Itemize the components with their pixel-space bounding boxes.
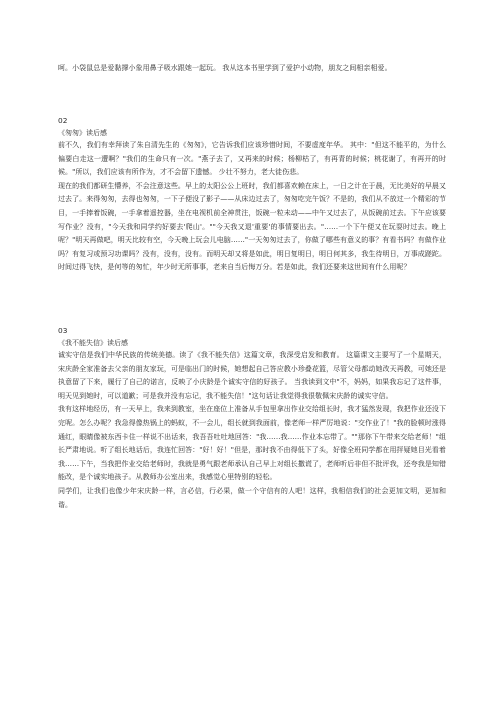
section-02 (58, 114, 446, 275)
section-title: 《匆匆》读后感 (58, 129, 107, 137)
section-number: 03 (58, 326, 68, 335)
section-paragraph: 诚实守信是我们中华民族的传统美德。读了《我不能失信》这篇文章，我深受启发和教育。 这篇课文主要写了一个星期天，宋庆龄全家准备去父亲的朋友家玩，可是临出门的时候，她想起自己答应教小珍叠花篮，尽管父母都动她改天再教，可她还是执意留了下来，履行了自己的诺言，反映了小庆龄是个诚实守信的好孩子。 当我读到文中"不，妈妈，如果我忘记了这件事，明天见到她时，可以道歉；可是我并没有忘记，我不能失信！"这句话让我觉得我很敬佩宋庆龄的诚实守信。 (58, 351, 446, 400)
section-paragraph: 现在的我们都研生懵养，不会注意这些。早上的太阳公公上班时，我们都喜欢赖在床上，一日之计在于晨，无比美好的早晨又过去了。来得匆匆，去得也匆匆，一下子便没了影子——从床边过去了，匆匆吃完午饭？不是的，我们从不放过一个精彩的节目，一手捧着饭碗，一手拿着遥控器，坐在电视机前全神贯注，饭碗一粒未动——中午又过去了，从饭碗前过去。下午应该要写作业？没有，"今天我和同学约好要去'爬山'。""今天我又退'重要'的事情要出去。"……一个下午便又在玩耍时过去。晚上呢？"明天再做吧，明天比较有空，今天晚上玩会儿电脑……"一天匆匆过去了，你做了哪些有意义的事？有看书吗？有做作业吗？有复习或预习功课吗？没有，没有，没有。而明天却又将是如此，明日复明日，明日何其多，我生待明日，万事成蹉跎。 时间过得飞快，是何等的匆忙，年少时无所事事，老来自当后悔万分。若是如此，我们还要来这世间有什么用呢？ (58, 181, 446, 272)
section-number: 02 (58, 116, 68, 125)
section-paragraph: 同学们，让我们也像少年宋庆龄一样，言必信，行必果，做一个守信有的人吧！这样，我相信我们的社会更加文明，更加和谐。 (58, 486, 446, 509)
section-03 (58, 324, 446, 512)
intro-paragraph: 呵。小袋鼠总是爱黏撑小象用鼻子吸水跟她一起玩。 我从这本书里学到了爱护小动物，朋友之间相亲相爱。 (58, 64, 392, 72)
section-paragraph: 前不久，我们有幸拜读了朱自清先生的《匆匆》，它告诉我们应该珍惜时间，不要虚度年华。 其中："但这不能平的，为什么偏要白走这一遭啊？"我们的生命只有一次。"燕子去了，又再来的时候；杨柳枯了，有再青的时候；桃花谢了，有再开的时候。"所以，我们应该有所作为，才不会留下遗憾。 少壮不努力，老大徒伤悲。 (58, 141, 446, 177)
section-paragraph: 我有这样地经历，有一天早上，我来到教室，坐在座位上准备从手包里拿出作业交给组长时，我才猛然发现，我把作业还没下完呢。怎么办呢？我急得像热锅上的蚂蚁，不一会儿，组长就到我面前，像老师一样严厉地说："交作业了！"我的脸顿时涨得通红，眼睛像被东西卡住一样说不出话来，我吾吾吐吐地回答："我……我……作业本忘带了。""那你下午带来交给老师！"组长严肃地说。听了组长地话后，我连忙回答："好！好！"但是，那时我不由得低下了头，好像全班同学都在用抨疑她目光看着我……下午，当我把作业交给老师时，我就是勇气跟老师承认自己早上对组长撒谎了，老师听后非但不批评我，还夸我是知错能改，是个诚实地孩子。从教师办公室出来，我感觉心里特别的轻松。 (58, 405, 446, 482)
intro-section (58, 62, 446, 76)
section-title: 《我不能失信》读后感 (58, 339, 128, 347)
